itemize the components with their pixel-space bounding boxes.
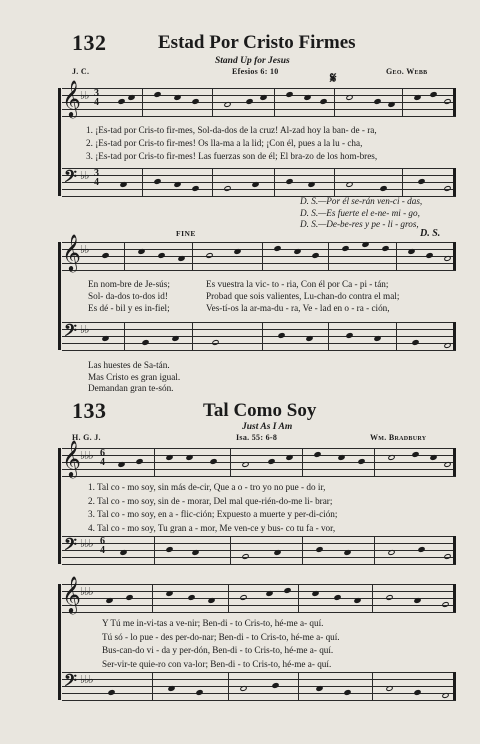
treble-staff <box>62 80 456 116</box>
refrain-line: Ves-tí-os la ar-ma-du - ra, Ve - lad en o - ra - ción, <box>206 303 390 314</box>
refrain-line: Probad que sois valientes, Lu-chan-do contra el mal; <box>206 291 400 302</box>
system-brace <box>58 88 61 196</box>
key-signature-icon: ♭♭ <box>80 90 89 102</box>
system-brace <box>58 584 61 700</box>
bass-staff <box>62 168 456 196</box>
bass-staff <box>62 322 456 350</box>
key-signature-icon: ♭♭ <box>80 170 89 182</box>
system-brace <box>58 448 61 564</box>
verse-line: 1. ¡Es-tad por Cris-to fir-mes, Sol-da-dos de la cruz! Al-zad hoy la ban- de - ra, <box>86 125 377 135</box>
hymn-132-scripture: Efesios 6: 10 <box>232 67 279 76</box>
ds-line: D. S.—De-be-res y pe - li - gros, <box>300 219 419 229</box>
ds-line: D. S.—Es fuerte el e-ne- mi - go, <box>300 207 420 218</box>
verse-line: 3. Tal co - mo soy, en a - flic-ción; Expuesto a muerte y per-di-ción; <box>88 509 338 519</box>
verse-line: 2. ¡Es-tad por Cris-to fir-mes! Os lla-ma a la lid; ¡Con él, pues a la lu - cha, <box>86 138 363 148</box>
key-signature-icon: ♭♭♭ <box>80 538 93 550</box>
ending-line: Las huestes de Sa-tán. <box>88 360 170 370</box>
refrain-line: Tú só - lo pue - des per-do-nar; Ben-di - to Cris-to, hé-me a- quí. <box>102 631 340 642</box>
hymn-133-number: 133 <box>72 398 107 423</box>
refrain-line: Es dé - bil y es in-fiel; <box>88 303 170 314</box>
hymn-132-lyricist: J. C. <box>72 67 90 76</box>
bass-staff <box>62 536 456 564</box>
verse-line: 4. Tal co - mo soy, Tu gran a - mor, Me ven-ce y bus- co tu fa - vor, <box>88 522 336 533</box>
refrain-line: Sol- da-dos to-dos id! <box>88 291 168 302</box>
hymn-133-scripture: Isa. 55: 6-8 <box>236 433 278 442</box>
refrain-line: Ser-vir-te quie-ro con va-lor; Ben-di - to Cris-to, hé-me a- quí. <box>102 658 332 669</box>
hymn-133-verse-lines <box>88 481 337 535</box>
time-signature-icon: 3 4 <box>94 168 99 188</box>
treble-clef-icon: 𝄞 <box>62 576 81 612</box>
verse-line: 1. Tal co - mo soy, sin más de-cir, Que a o - tro yo no pue - do ir, <box>88 482 326 492</box>
hymn-132-subtitle: Stand Up for Jesus <box>215 56 290 66</box>
bass-clef-icon: 𝄢 <box>64 168 77 190</box>
time-signature-icon: 6 4 <box>100 448 105 468</box>
hymn-132-number: 132 <box>72 30 107 55</box>
hymn-133-subtitle: Just As I Am <box>242 422 293 432</box>
bass-clef-icon: 𝄢 <box>64 322 77 344</box>
hymn-132-verse-lines <box>86 124 377 163</box>
hymn-132-composer: Geo. Webb <box>386 67 428 76</box>
key-signature-icon: ♭♭ <box>80 324 89 336</box>
hymn-132-refrain-col1 <box>88 278 170 315</box>
treble-clef-icon: 𝄞 <box>62 80 81 116</box>
verse-line: 3. ¡Es-tad por Cris-to fir-mes! Las fuerzas son de él; El bra-zo de los hom-bres, <box>86 151 378 161</box>
ending-line: Mas Cristo es gran igual. <box>88 371 181 382</box>
bass-staff <box>62 672 456 700</box>
verse-line: 2. Tal co - mo soy, sin de - morar, Del mal que-rién-do-me li- brar; <box>88 495 333 506</box>
key-signature-icon: ♭♭♭ <box>80 586 93 598</box>
ending-line: Demandan gran te-són. <box>88 383 174 393</box>
hymn-132-title: Estad Por Cristo Firmes <box>158 32 356 53</box>
refrain-line: En nom-bre de Je-sús; <box>88 279 170 289</box>
hymn-133-refrain-lines <box>102 617 340 671</box>
refrain-line: Y Tú me in-vi-tas a ve-nir; Ben-di - to Cris-to, hé-me a- quí. <box>102 618 324 628</box>
hymn-132-ds-lines <box>300 196 422 231</box>
bass-clef-icon: 𝄢 <box>64 672 77 694</box>
treble-staff <box>62 234 456 270</box>
segno-sign: 𝄋 <box>330 71 337 87</box>
key-signature-icon: ♭♭♭ <box>80 674 93 686</box>
time-signature-icon: 6 4 <box>100 536 105 556</box>
key-signature-icon: ♭♭ <box>80 244 89 256</box>
hymn-133-lyricist: H. G. J. <box>72 433 101 442</box>
treble-clef-icon: 𝄞 <box>62 234 81 270</box>
ds-marking: D. S. <box>420 228 441 239</box>
hymn-132-refrain-col2 <box>206 278 399 315</box>
fine-marking: FINE <box>176 229 196 238</box>
key-signature-icon: ♭♭♭ <box>80 450 93 462</box>
treble-staff <box>62 440 456 476</box>
time-signature-icon: 3 4 <box>94 88 99 108</box>
hymn-133-title: Tal Como Soy <box>203 400 317 421</box>
treble-staff <box>62 576 456 612</box>
refrain-line: Es vuestra la vic- to - ria, Con él por Ca - pi - tán; <box>206 279 389 289</box>
hymn-133-composer: Wm. Bradbury <box>370 433 427 442</box>
ds-line: D. S.—Por él se-rán ven-ci - das, <box>300 196 423 206</box>
bass-clef-icon: 𝄢 <box>64 536 77 558</box>
treble-clef-icon: 𝄞 <box>62 440 81 476</box>
system-brace <box>58 242 61 350</box>
refrain-line: Bus-can-do vi - da y per-dón, Ben-di - to Cris-to, hé-me a- quí. <box>102 645 334 655</box>
hymn-132-ending-lines <box>88 360 180 395</box>
